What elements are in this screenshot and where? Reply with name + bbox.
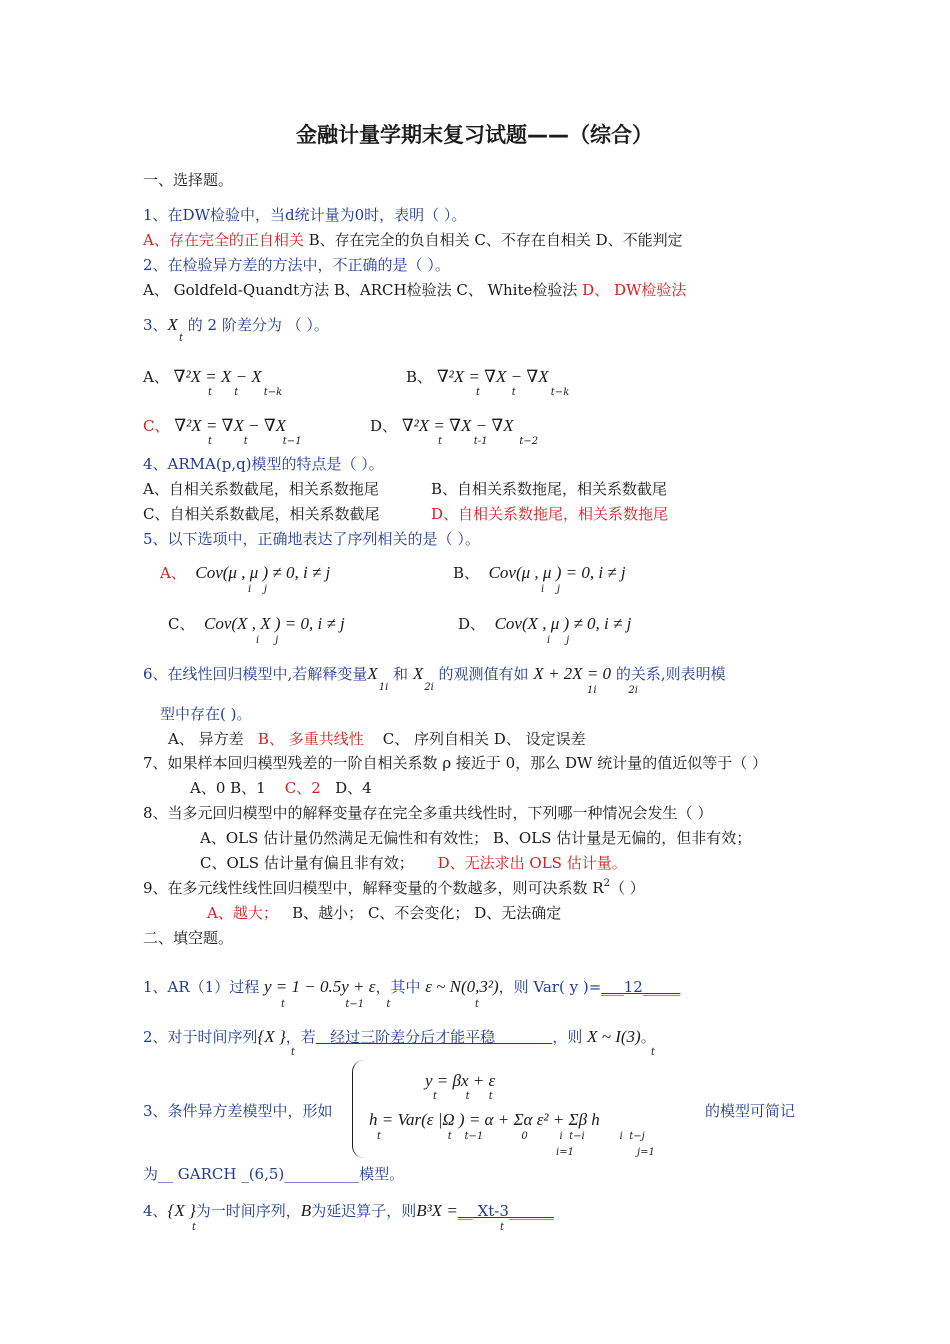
f4-expr-sub: t <box>500 1222 505 1233</box>
q5-d-label: D、 <box>458 615 486 633</box>
f2-end: 。 <box>640 1028 656 1046</box>
q3-a-subs: t t t−k <box>208 387 283 398</box>
q7-opt-ab: A、0 B、1 <box>190 779 266 797</box>
question-5-stem: 5、以下选项中，正确地表达了序列相关的是（ ）。 <box>143 530 480 548</box>
q6-and: 和 <box>388 665 413 683</box>
question-9-stem <box>143 878 645 901</box>
f1-dist-subs: t <box>475 999 480 1010</box>
q5-a-expr: Cov(μ , μ ) ≠ 0, i ≠ j <box>195 563 331 582</box>
q3-pre: 3、 <box>143 316 168 334</box>
f4-expr: B³X = <box>416 1201 458 1220</box>
fill-2-answer: 经过三阶差分后才能平稳 <box>315 1028 553 1046</box>
question-4-option-a: A、自相关系数截尾，相关系数拖尾 <box>143 480 379 498</box>
question-6-stem-cont: 型中存在( )。 <box>160 705 252 723</box>
f4-set-sub: t <box>192 1222 197 1233</box>
question-9-options <box>207 903 561 923</box>
q5-b-subs: i j <box>541 584 561 595</box>
q6-stem-b: 的观测值有如 <box>433 665 534 683</box>
question-7-answer: C、2 <box>284 779 321 797</box>
f2-set: {X } <box>257 1027 286 1046</box>
q9-opt-rest: B、越小； C、不会变化； D、无法确定 <box>292 904 562 922</box>
q3-b-expr: ∇²X = ∇X − ∇X <box>436 367 549 386</box>
question-2-answer: D、 DW检验法 <box>577 281 687 299</box>
q5-d-expr: Cov(X , μ ) ≠ 0, i ≠ j <box>494 614 632 633</box>
question-8-stem: 8、当多元回归模型中的解释变量存在完全多重共线性时，下列哪一种情况会发生（ ） <box>143 804 713 822</box>
f4-b: B <box>300 1201 312 1220</box>
f1-dist: ε ~ N(0,3²) <box>425 977 499 996</box>
fill-4 <box>143 1201 554 1221</box>
question-8-answer: D、无法求出 OLS 估计量。 <box>437 854 627 872</box>
q3-c-subs: t t t−1 <box>208 436 302 447</box>
question-6-answer: B、 多重共线性 <box>257 730 364 748</box>
question-7-stem: 7、如果样本回归模型残差的一阶自相关系数 ρ 接近于 0，那么 DW 统计量的值近似等于（ ） <box>143 754 767 772</box>
q3-var-sub: t <box>178 333 183 344</box>
q3-c-label: C、 <box>143 417 170 435</box>
f3-line2-subs: t t t−1 0 i t−i i t−j <box>377 1131 645 1142</box>
question-2-stem: 2、在检验异方差的方法中，不正确的是（ ）。 <box>143 256 450 274</box>
q3-b-label: B、 <box>406 368 433 386</box>
question-8-options-cd <box>200 853 627 873</box>
f4-mid2: 为延迟算子，则 <box>311 1202 417 1220</box>
question-9-answer: A、越大； <box>207 904 278 922</box>
q8-opt-c: C、OLS 估计量有偏且非有效； <box>200 854 414 872</box>
question-4-option-b: B、自相关系数拖尾，相关系数截尾 <box>431 480 668 498</box>
question-4-option-c: C、自相关系数截尾，相关系数截尾 <box>143 505 380 523</box>
f3-line2: h = Var(ε |Ω ) = α + Σα ε² + Σβ h <box>369 1110 600 1129</box>
fill-1-answer: ___12_____ <box>601 978 681 996</box>
q5-b-expr: Cov(μ , μ ) = 0, i ≠ j <box>488 563 626 582</box>
question-2-other-options: A、 Goldfeld-Quandt方法 B、ARCH检验法 C、 White检验法 <box>143 281 578 299</box>
q3-b-subs: t t t−k <box>476 387 570 398</box>
q6-opt-a: A、 异方差 <box>168 730 244 748</box>
question-1-other-options: B、存在完全的负自相关 C、不存在自相关 D、不能判定 <box>303 231 683 249</box>
f3-sum-limit-1: i=1 <box>556 1147 574 1158</box>
f2-rel: X ~ I(3) <box>587 1027 641 1046</box>
q5-c-subs: i j <box>256 635 279 646</box>
q5-c-label: C、 <box>168 615 195 633</box>
question-4-stem: 4、ARMA(p,q)模型的特点是（ ）。 <box>143 455 384 473</box>
q3-d-label: D、 <box>370 417 398 435</box>
fill-3-pre: 3、条件异方差模型中，形如 <box>143 1102 333 1120</box>
question-1-stem: 1、在DW检验中，当d统计量为0时，表明（ ）。 <box>143 206 467 224</box>
section-heading-fill: 二、填空题。 <box>143 929 234 947</box>
q7-opt-d: D、4 <box>335 779 372 797</box>
q5-b-label: B、 <box>453 564 480 582</box>
f3-sum-limit-2: j=1 <box>637 1147 655 1158</box>
section-heading-choice: 一、选择题。 <box>143 171 234 189</box>
q9-square: 2 <box>603 878 610 889</box>
fill-2 <box>143 1027 656 1047</box>
brace <box>352 1060 365 1158</box>
f1-post: ，则 Var( y )= <box>498 978 602 996</box>
f4-mid: 为一时间序列， <box>195 1202 301 1220</box>
question-6-options <box>168 729 586 749</box>
question-5-option-a <box>160 563 330 583</box>
q5-c-expr: Cov(X , X ) = 0, i ≠ j <box>204 614 345 633</box>
question-1-options <box>143 230 683 250</box>
question-8-options-ab: A、OLS 估计量仍然满足无偏性和有效性； B、OLS 估计量是无偏的，但非有效； <box>200 829 752 847</box>
f2-set-sub: t <box>291 1047 296 1058</box>
q9-tail: （ ） <box>609 879 645 897</box>
f1-eq: y = 1 − 0.5y + ε <box>263 977 376 996</box>
q5-d-subs: i j <box>547 635 570 646</box>
f2-mid: ，若 <box>285 1028 316 1046</box>
question-5-option-d <box>458 614 631 634</box>
q3-post: 的 2 阶差分为 （ ）。 <box>182 316 329 334</box>
q3-a-expr: ∇²X = X − X <box>173 367 262 386</box>
q3-var: X <box>167 315 178 334</box>
q6-stem-c: 的关系,则表明模 <box>611 665 726 683</box>
q3-a-label: A、 <box>143 368 169 386</box>
q5-a-label: A、 <box>160 564 186 582</box>
q5-a-subs: i j <box>248 584 268 595</box>
fill-3-post: 的模型可简记 <box>705 1102 796 1120</box>
question-7-options <box>190 778 372 798</box>
f1-mid: ，其中 <box>375 978 426 996</box>
q6-eq-subs: 1i 2i <box>587 685 638 696</box>
q3-d-subs: t t-1 t−2 <box>438 436 539 447</box>
question-1-answer: A、存在完全的正自相关 <box>143 231 304 249</box>
f1-eq-subs: t t−1 t <box>281 999 391 1010</box>
q6-x2: X <box>412 664 424 683</box>
fill-3-answer-line: 为__ GARCH _(6,5)__________模型。 <box>143 1165 405 1183</box>
page-title: 金融计量学期末复习试题——（综合） <box>296 123 653 147</box>
q6-x2-sub: 2i <box>424 682 434 693</box>
fill-1 <box>143 977 680 997</box>
q3-c-expr: ∇²X = ∇X − ∇X <box>174 416 287 435</box>
question-2-options <box>143 280 686 300</box>
f2-rel-sub: t <box>651 1047 656 1058</box>
fill-4-answer: __ Xt-3______ <box>457 1202 554 1220</box>
f2-pre: 2、对于时间序列 <box>143 1028 258 1046</box>
question-3-stem <box>143 315 329 344</box>
f3-line1-subs: t t t <box>433 1091 493 1102</box>
f2-post: ，则 <box>552 1028 588 1046</box>
q6-stem-a: 6、在线性回归模型中,若解释变量 <box>143 665 368 683</box>
f4-set: {X } <box>167 1201 196 1220</box>
q9-stem-text: 9、在多元线性线性回归模型中，解释变量的个数越多，则可决系数 R <box>143 879 604 897</box>
q3-d-expr: ∇²X = ∇X − ∇X <box>401 416 514 435</box>
question-4-answer: D、自相关系数拖尾，相关系数拖尾 <box>431 505 669 523</box>
f4-pre: 4、 <box>143 1202 168 1220</box>
q6-opt-rest: C、 序列自相关 D、 设定误差 <box>382 730 586 748</box>
f1-pre: 1、AR（1）过程 <box>143 978 264 996</box>
q6-eq: X + 2X = 0 <box>533 664 612 683</box>
question-5-option-b <box>453 563 626 583</box>
f3-line1: y = βx + ε <box>425 1071 496 1090</box>
q6-x1: X <box>367 664 378 683</box>
q6-x1-sub: 1i <box>378 682 389 693</box>
